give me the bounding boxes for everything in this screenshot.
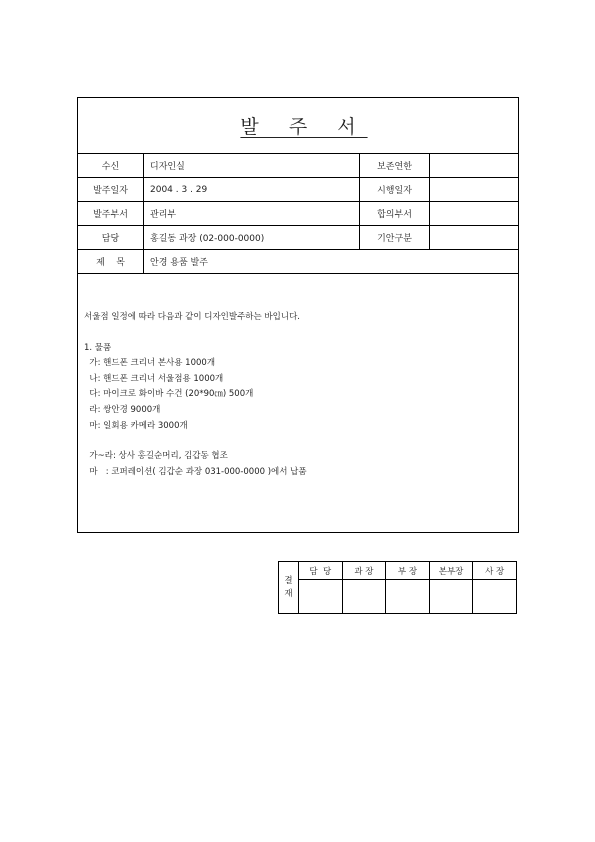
approval-column-section-chief — [343, 562, 387, 613]
document-body — [78, 274, 518, 480]
info-row-recipient — [78, 154, 518, 178]
approval-column-dept-head — [386, 562, 430, 613]
info-row-subject — [78, 250, 518, 274]
retention-label: 보존연한 — [360, 154, 430, 177]
approval-label-top: 결 — [284, 575, 293, 586]
department-label: 발주부서 — [78, 202, 144, 225]
recipient-value: 디자인실 — [144, 154, 360, 177]
item-line: 가: 핸드폰 크리너 본사용 1000개 — [84, 358, 216, 369]
draft-type-value — [430, 226, 518, 249]
effective-date-label: 시행일자 — [360, 178, 430, 201]
approval-label-bottom: 재 — [284, 588, 293, 599]
signature-cell[interactable] — [473, 580, 516, 613]
subject-value: 안경 용품 발주 — [150, 258, 208, 268]
draft-type-label: 기안구분 — [360, 226, 430, 249]
approval-box — [278, 561, 517, 614]
note-line: 마 : 코퍼레이션( 김갑순 과장 031-000-0000 )에서 납품 — [84, 466, 307, 477]
effective-date-value — [430, 178, 518, 201]
approval-columns — [299, 562, 516, 613]
item-line: 나: 핸드폰 크리너 서울점용 1000개 — [84, 373, 224, 384]
signature-cell[interactable] — [343, 580, 386, 613]
approval-header: 사 장 — [473, 562, 516, 580]
order-date-label: 발주일자 — [78, 178, 144, 201]
title-row — [78, 98, 518, 154]
approval-header: 담 당 — [299, 562, 342, 580]
info-row-manager — [78, 226, 518, 250]
department-value: 관리부 — [144, 202, 360, 225]
info-row-order-date — [78, 178, 518, 202]
retention-value — [430, 154, 518, 177]
intro-text: 서울점 일정에 따라 다음과 같이 디자인발주하는 바입니다. — [84, 312, 300, 322]
approval-column-manager — [299, 562, 343, 613]
item-line: 다: 마이크로 화이바 수건 (20*90㎝) 500개 — [84, 389, 254, 400]
approval-header: 부 장 — [386, 562, 429, 580]
info-row-department — [78, 202, 518, 226]
subject-label: 제 목 — [78, 250, 144, 273]
order-date-value: 2004 . 3 . 29 — [144, 178, 360, 201]
item-line: 라: 쌍안경 9000개 — [84, 404, 161, 415]
approval-column-president — [473, 562, 516, 613]
signature-cell[interactable] — [299, 580, 342, 613]
document-title: 발 주 서 — [240, 116, 368, 138]
agreement-dept-label: 합의부서 — [360, 202, 430, 225]
approval-header: 본부장 — [430, 562, 473, 580]
manager-label: 담당 — [78, 226, 144, 249]
purchase-order-form — [77, 97, 519, 533]
manager-value: 홍길동 과장 (02-000-0000) — [144, 226, 360, 249]
note-line: 가~라: 상사 홍길순머리, 김갑동 협조 — [84, 451, 228, 462]
recipient-label: 수신 — [78, 154, 144, 177]
approval-column-division-head — [430, 562, 474, 613]
agreement-dept-value — [430, 202, 518, 225]
approval-label — [279, 562, 299, 613]
item-line: 마: 일회용 카메라 3000개 — [84, 420, 188, 431]
approval-header: 과 장 — [343, 562, 386, 580]
section-heading: 1. 물품 — [84, 342, 112, 353]
signature-cell[interactable] — [386, 580, 429, 613]
signature-cell[interactable] — [430, 580, 473, 613]
